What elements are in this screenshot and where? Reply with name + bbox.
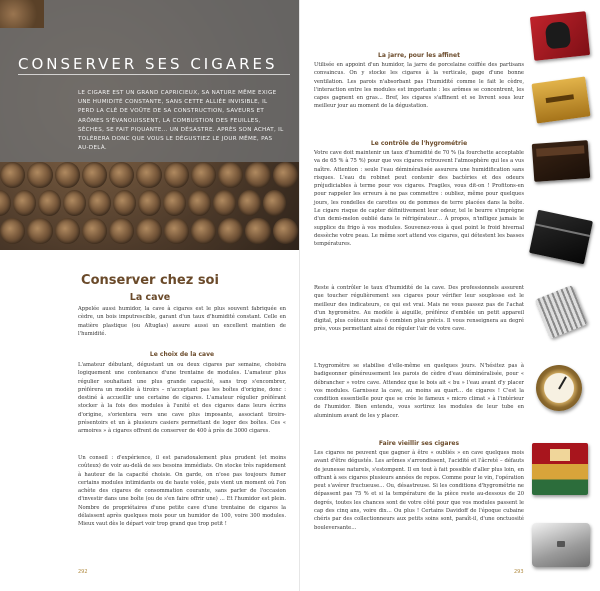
vieillir-paragraph: Les cigares ne peuvent que gagner à être « oubliés » en cave quelques mois avant d'être dégustés. Les arômes s'arrondissent, l'acidité et l'âcreté – défauts de jeunesse naturels, s'estompent. Il en tout à fait possible d'aller plus loin, en offrant à ses cigares plusieurs années de repos. Comme pour le vin, l'opération peut s'avérer fructueuse… Ou, désastreuse. Si les conditions d'hygrométrie ne dépassent pas 75 % et si la température de la pièce reste au-dessous de 20 degrés, toutes les chances sont de votre côté pour que vos modules passent le cap des cinq ans, voire dix… Ou plus ! Certains Davidoff de l'époque cubaine chéris par des collectionneurs aux petits soins sont, paraît-il, d'une onctuosité bouleversante…: [314, 450, 524, 531]
hero-divider: [18, 74, 290, 75]
hero-intro-text: LE CIGARE EST UN GRAND CAPRICIEUX, SA NATURE MÊME EXIGE UNE HUMIDITÉ CONSTANTE, SANS CETTE ALLIÉE INVISIBLE, IL PERD LA CLÉ DE VOÛTE DE SA CONSTRUCTION, SAVEURS ET ARÔMES S'ÉVANOUISSENT, LA COMBUSTION DES FEUILLES, SÈCHES, SE FAIT PIQUANTE… UN DÉSASTRE. APRÈS SON ACHAT, IL TOLÉRERA DONC QUE VOUS LE DÉGUSTIEZ LE JOUR MÊME, PAS AU-DELÀ.: [78, 90, 284, 152]
right-page: [300, 0, 600, 591]
subsection-title-vieillir: Faire vieillir ses cigares: [378, 440, 460, 447]
choix-paragraph-1: L'amateur débutant, dégustant un ou deux cigares par semaine, choisira logiquement une contenance d'une trentaine de modules. L'amateur plus régulier souhaitant une plus grande capacité, sans trop s'encombrer, préférera un modèle à tiroirs – n'acceptant pas les boîtes d'origine, donc : destiné à accueillir une certaine de cigares. L'amateur régulier préférant stocker à la fois des modules à l'unité et des cigares dans leurs écrins d'origine, s'orientera vers une cave plus imposante, associant tiroirs-présentoirs et un à plusieurs casiers permettant de loger des boîtes. Ces « armoires » à cigares offrent de conserver de 400 à près de 3000 cigares.: [78, 362, 286, 435]
subsection-title-jarre: La jarre, pour les affinet: [378, 52, 460, 59]
black-lacquer-humidor-image: [529, 210, 593, 265]
page-number-left: 292: [78, 569, 88, 575]
red-cigar-box-image: [530, 11, 590, 61]
silver-travel-humidor-image: [532, 523, 590, 567]
dark-wood-humidor-image: [532, 140, 591, 182]
subsection-title-controle: Le contrôle de l'hygrométrie: [370, 140, 468, 147]
hero-cigars-photo: [0, 0, 300, 250]
chapter-title: Conserver chez soi: [81, 273, 219, 288]
section-title-cave: La cave: [129, 292, 171, 303]
choix-paragraph-2: Un conseil : d'expérience, il est paradoxalement plus prudent (et moins coûteux) de voir au-delà de ses besoins immédiats. On stocke très rapidement à hauteur de la capacité choisie. On garde, on n'ose pas toujours fumer certains modules intimidants ou de haute volée, puis vient un moment où l'on achète des cigares de consommation courante, sans parler de l'occasion d'investir dans une boîte (ou de s'en faire offrir une) … Et l'humidor est plein. Nombre de propriétaires d'une petite cave d'une trentaine de cigares la délaissent après quelques mois pour un humidor de 100, voire 300 modules. Mieux vaut dès le départ voir trop grand que trop petit !: [78, 455, 286, 528]
jarre-paragraph: Utilisée en appoint d'un humidor, la jarre de porcelaine coiffée des partisans convaincus. On y stocke les cigares à la verticale, gage d'une bonne ventilation. Les parois n'absorbant pas l'humidité comme le fait le cèdre, l'interaction entre les modules est importante : les arômes se concentrent, les capes gagnent en gras… Bref, les cigares s'affinent et se livrent sous leur meilleur jour au moment de la dégustation.: [314, 62, 524, 110]
metal-cigar-cases-image: [535, 285, 588, 339]
cave-paragraph: Appelée aussi humidor, la cave à cigares est le plus souvent fabriquée en cèdre, un bois imputrescible, garant d'un taux d'humidité constant. Celle en matière plastique (ou Altuglas) assure aussi un excellent maintien de l'humidité.: [78, 306, 286, 337]
page-number-right: 293: [514, 569, 524, 575]
controle-paragraph-2: Reste à contrôler le taux d'humidité de la cave. Des professionnels assurent que toucher régulièrement ses cigares pour vérifier leur souplesse est le meilleur des indicateurs, ce qui est vrai. Mais ne vous passez pas de l'achat d'un hygromètre. Au modèle à aiguille, préférez d'emblée un petit appareil digital, plus coûteux mais ô combien plus précis. Il vous renseignera au degré près, vous permettant ainsi de réguler l'air de votre cave.: [314, 285, 524, 333]
controle-paragraph-3: L'hygromètre se stabilise d'elle-même en quelques jours. N'hésitez pas à badigeonner généreusement les parois de cèdre d'eau déminéralisée, pour « débrancher » votre cave. Attendez que le bois ait « bu » l'eau avant d'y placer vos modules. Garnissez la cave, au moins au quart… de cigares ! C'est la condition essentielle pour que se crée le fameux « micro climat » à l'intérieur de l'humidor. Bien entendu, vous sortirez les modules de leur tube en aluminium avant de les y placer.: [314, 363, 524, 419]
gold-humidor-image: [531, 76, 590, 123]
colored-cigar-boxes-image: [532, 443, 588, 495]
controle-paragraph-1: Votre cave doit maintenir un taux d'humidité de 70 % (la fourchette acceptable va de 65 % à 75 %) pour que vos cigares retrouvent l'atmosphère qui les a vus naître. Attention : seule l'eau déminéralisée assurera une humidification sans risques. L'eau du robinet peut contenir des bactéries et des odeurs préjudiciables à terme pour vos cigares. Fragiles, vous dit-on ! Profitons-en pour rappeler les erreurs à ne pas commettre : oubliez, même pour quelques jours, les rondelles de carottes ou de pommes de terre placées dans la boîte. Le cigare risque de capter définitivement leur odeur, tel le beurre s'imprègne d'un demi-melon oublié dans le réfrigérateur… À propos, n'infligez jamais le supplice du frigo à vos modules. Souvenez-vous à quel point le froid hivernal dessèche votre peau. Le même sort attend vos cigares, qui détestent les basses températures.: [314, 150, 524, 248]
subsection-title-choix: Le choix de la cave: [149, 351, 215, 358]
corner-cigars-thumbnail: [0, 0, 44, 28]
hygrometer-image: [536, 365, 582, 411]
hero-title: CONSERVER SES CIGARES: [18, 55, 278, 73]
